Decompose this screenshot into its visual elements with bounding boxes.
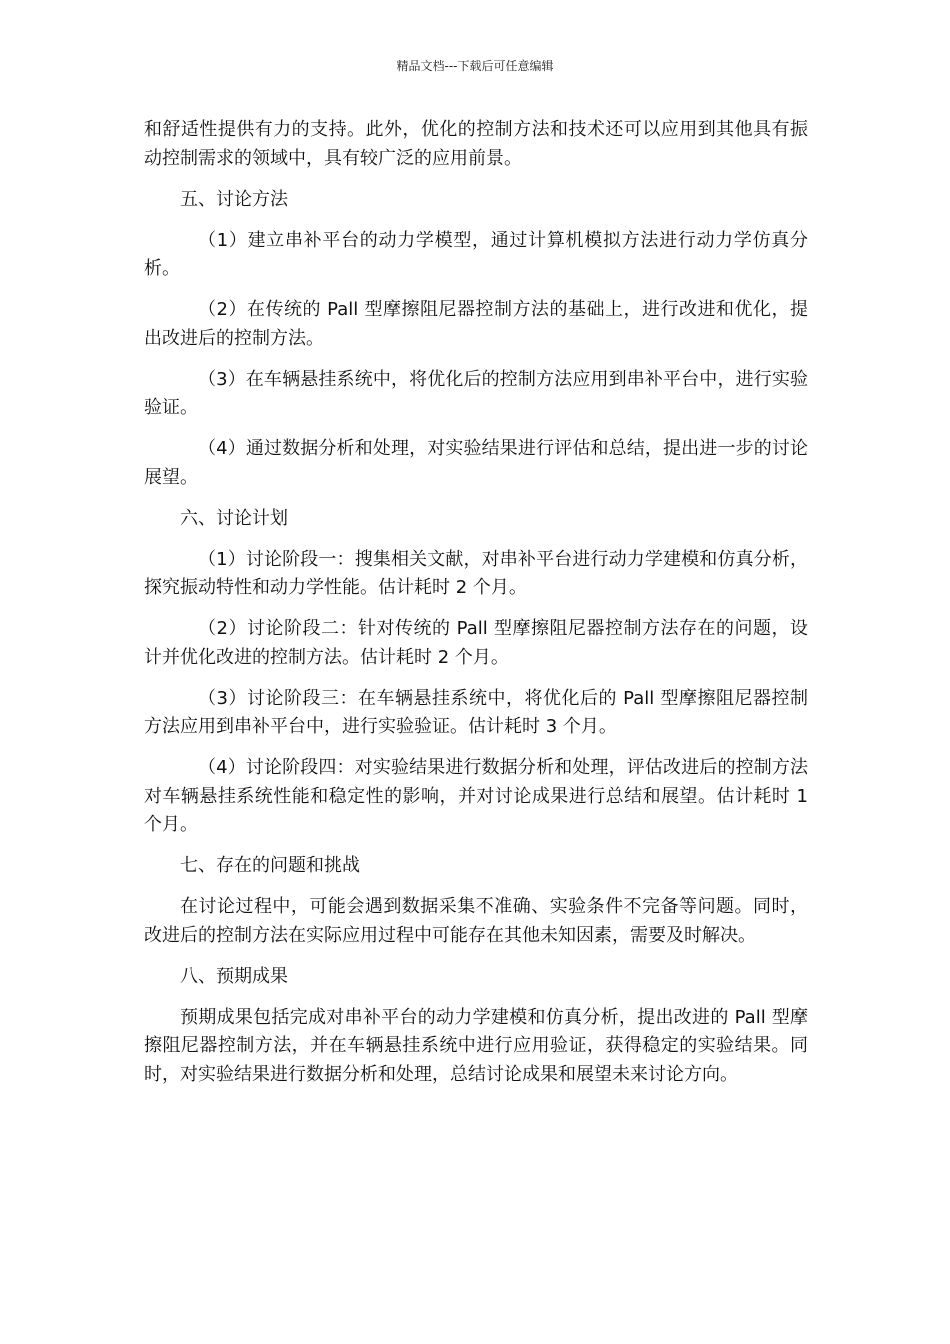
method-item-3: （3）在车辆悬挂系统中，将优化后的控制方法应用到串补平台中，进行实验验证。 [144, 368, 808, 418]
section-heading-plan: 六、讨论计划 [180, 507, 288, 529]
method-item-2: （2）在传统的 Pall 型摩擦阻尼器控制方法的基础上，进行改进和优化，提出改进后的控制方法。 [144, 299, 808, 349]
plan-item-1: （1）讨论阶段一：搜集相关文献，对串补平台进行动力学建模和仿真分析，探究振动特性和动力学性能。估计耗时 2 个月。 [144, 548, 808, 598]
document-body [144, 116, 808, 1102]
method-item-4: （4）通过数据分析和处理，对实验结果进行评估和总结，提出进一步的讨论展望。 [144, 438, 808, 488]
problems-paragraph: 在讨论过程中，可能会遇到数据采集不准确、实验条件不完备等问题。同时，改进后的控制方法在实际应用过程中可能存在其他未知因素，需要及时解决。 [144, 896, 808, 946]
paragraph-continuation: 和舒适性提供有力的支持。此外，优化的控制方法和技术还可以应用到其他具有振动控制需求的领域中，具有较广泛的应用前景。 [144, 119, 808, 169]
page-header: 精品文档---下载后可任意编辑 [396, 59, 554, 73]
plan-item-2: （2）讨论阶段二：针对传统的 Pall 型摩擦阻尼器控制方法存在的问题，设计并优化改进的控制方法。估计耗时 2 个月。 [144, 618, 808, 668]
section-heading-results: 八、预期成果 [180, 965, 288, 987]
plan-item-4: （4）讨论阶段四：对实验结果进行数据分析和处理，评估改进后的控制方法对车辆悬挂系统性能和稳定性的影响，并对讨论成果进行总结和展望。估计耗时 1 个月。 [144, 757, 808, 835]
method-item-1: （1）建立串补平台的动力学模型，通过计算机模拟方法进行动力学仿真分析。 [144, 229, 808, 279]
results-paragraph: 预期成果包括完成对串补平台的动力学建模和仿真分析，提出改进的 Pall 型摩擦阻尼器控制方法，并在车辆悬挂系统中进行应用验证，获得稳定的实验结果。同时，对实验结果进行数据分析和处理，总结讨论成果和展望未来讨论方向。 [144, 1006, 808, 1085]
section-heading-problems: 七、存在的问题和挑战 [180, 855, 360, 876]
plan-item-3: （3）讨论阶段三：在车辆悬挂系统中，将优化后的 Pall 型摩擦阻尼器控制方法应用到串补平台中，进行实验验证。估计耗时 3 个月。 [144, 687, 808, 737]
section-heading-methods: 五、讨论方法 [180, 188, 288, 210]
